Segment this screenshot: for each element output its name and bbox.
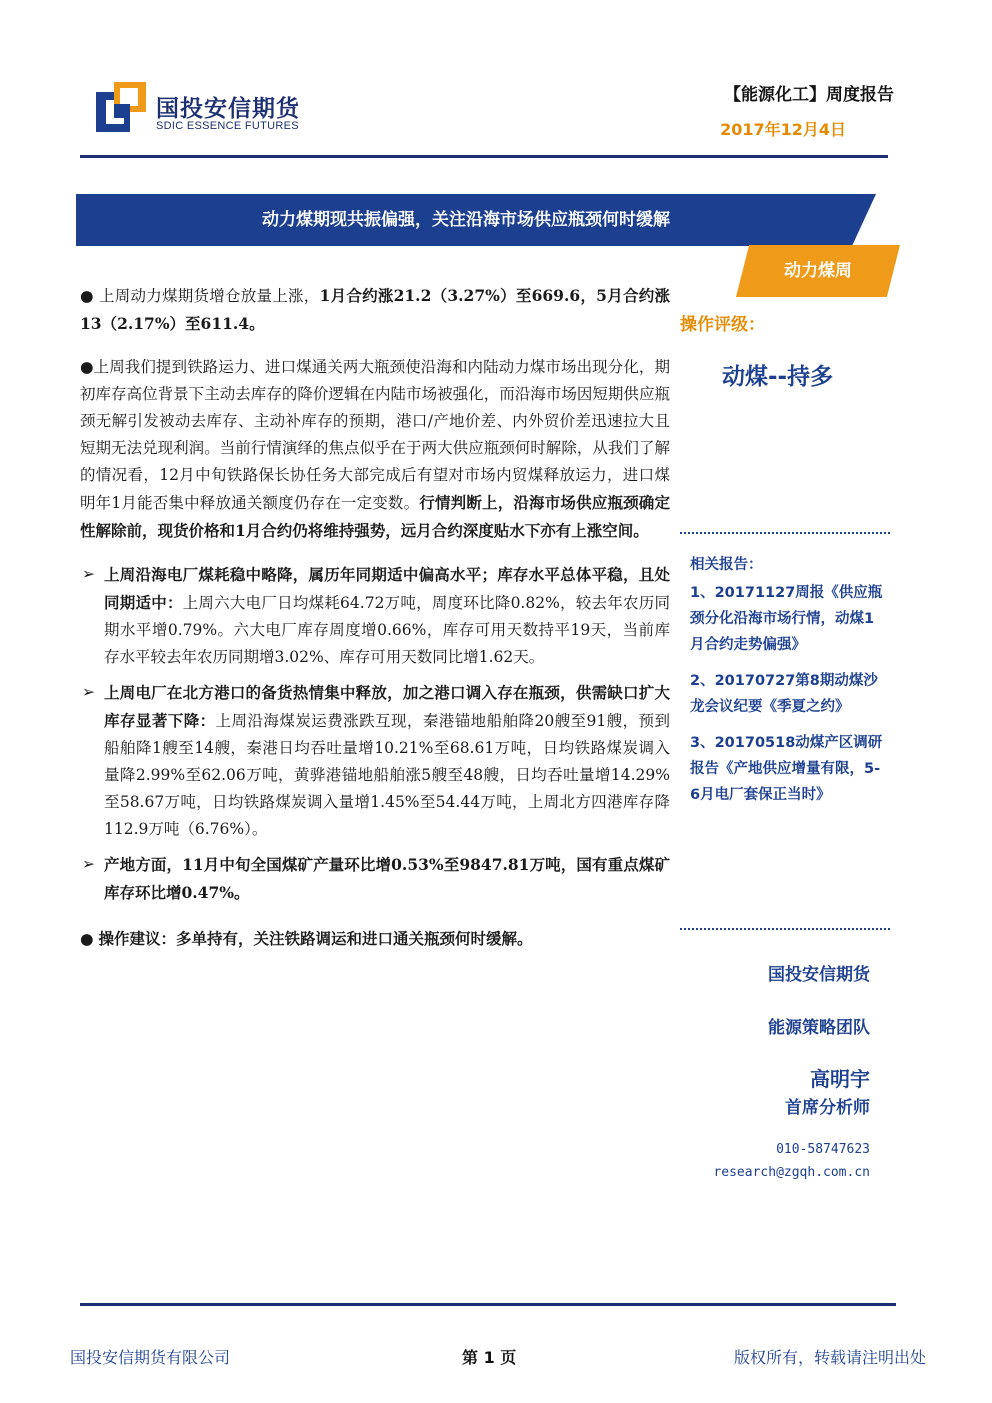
list-item-heading: 上周电厂在北方港口的备货热情集中释放，加之港口调入存在瓶颈，供需缺口扩大库存显著下降： (104, 683, 670, 730)
summary-paragraph (80, 282, 670, 338)
analyst-name: 高明宇 (810, 1067, 870, 1091)
recommendation-paragraph (80, 925, 670, 953)
footer-divider (80, 1303, 896, 1306)
summary-text: 上周动力煤期货增仓放量上涨， (98, 287, 320, 305)
list-item-text: 上周沿海煤炭运费涨跌互现，秦港锚地船舶降20艘至91艘，预到船舶降1艘至14艘，秦港日均吞吐量增10.21%至68.61万吨，日均铁路煤炭调入量降2.99%至62.06万吨，黄骅港锚地船舶涨5艘至48艘，日均吞吐量增14.29%至58.67万吨，日均铁路煤炭调入量增1.45%至54.44万吨，上周北方四港库存降112.9万吨（6.76%）。 (104, 712, 670, 838)
arrow-bullet-icon: ➢ (82, 565, 95, 583)
footer-copyright: 版权所有，转载请注明出处 (733, 1348, 926, 1367)
recommendation-text: 操作建议：多单持有，关注铁路调运和进口通关瓶颈何时缓解。 (98, 929, 533, 948)
list-item-heading: 上周沿海电厂煤耗稳中略降，属历年同期适中偏高水平；库存水平总体平稳，且处同期适中： (104, 565, 670, 612)
analysis-text: 上周我们提到铁路运力、进口煤通关两大瓶颈使沿海和内陆动力煤市场出现分化，期初库存高位背景下主动去库存的降价逻辑在内陆市场被强化，而沿海市场因短期供应瓶颈无解引发被动去库存、主动补库存的预期，港口/产地价差、内外贸价差迅速拉大且短期无法兑现利润。当前行情演绎的焦点似乎在于两大供应瓶颈何时解除，从我们了解的情况看，12月中旬铁路保长协任务大部完成后有望对市场内贸煤释放运力，进口煤明年1月能否集中释放通关额度仍存在一定变数。 (80, 358, 670, 512)
analysis-paragraph (80, 354, 670, 545)
category-tab-label: 动力煤周 (784, 261, 852, 281)
bullet-dot-icon: ● (80, 358, 94, 376)
sidebar-divider (680, 532, 890, 534)
summary-highlight: 1月合约涨21.2（3.27%）至669.6，5月合约涨13（2.17%）至611.4。 (80, 286, 670, 333)
rating-value: 动煤--持多 (722, 364, 834, 390)
company-logo-icon (96, 82, 146, 132)
related-report-link[interactable]: 2、20170727第8期动煤沙龙会议纪要《季夏之约》 (690, 673, 878, 715)
analyst-title: 首席分析师 (785, 1098, 870, 1118)
bullet-dot-icon: ● (80, 287, 94, 305)
contact-company: 国投安信期货 (768, 965, 870, 985)
report-type: 【能源化工】周度报告 (724, 85, 894, 105)
footer-company: 国投安信期货有限公司 (70, 1348, 231, 1367)
rating-label: 操作评级： (680, 315, 765, 335)
contact-email-link[interactable]: research@zgqh.com.cn (713, 1165, 870, 1180)
list-item-heading: 产地方面，11月中旬全国煤矿产量环比增0.53%至9847.81万吨，国有重点煤矿库存环比增0.47%。 (104, 855, 670, 902)
report-date: 2017年12月4日 (720, 120, 846, 139)
list-item-text: 上周六大电厂日均煤耗64.72万吨，周度环比降0.82%，较去年农历同期水平增0.79%。六大电厂库存周度增0.66%，库存可用天数持平19天，当前库存水平较去年农历同期增3.02%、库存可用天数同比增1.62天。 (104, 594, 670, 666)
list-item (80, 561, 670, 671)
related-report-link[interactable]: 3、20170518动煤产区调研报告《产地供应增量有限，5-6月电厂套保正当时》 (690, 735, 883, 803)
logo-company-name-en: SDIC ESSENCE FUTURES (156, 120, 299, 132)
sidebar-divider (680, 928, 890, 930)
report-title: 动力煤期现共振偏强，关注沿海市场供应瓶颈何时缓解 (262, 210, 670, 230)
related-reports-heading: 相关报告： (690, 557, 763, 573)
list-item (80, 851, 670, 907)
related-report-link[interactable]: 1、20171127周报《供应瓶颈分化沿海市场行情，动煤1月合约走势偏强》 (690, 585, 883, 653)
bullet-dot-icon: ● (80, 930, 94, 948)
main-content (80, 282, 670, 969)
logo-company-name: 国投安信期货 (156, 96, 300, 122)
related-reports (690, 552, 886, 818)
page-number: 第 1 页 (462, 1348, 517, 1367)
header-divider (80, 155, 888, 158)
list-item (80, 679, 670, 843)
arrow-bullet-icon: ➢ (82, 855, 95, 873)
arrow-bullet-icon: ➢ (82, 683, 95, 701)
analysis-conclusion: 行情判断上，沿海市场供应瓶颈确定性解除前，现货价格和1月合约仍将维持强势，远月合约深度贴水下亦有上涨空间。 (80, 493, 670, 540)
contact-phone: 010-58747623 (776, 1142, 870, 1157)
contact-team: 能源策略团队 (768, 1018, 870, 1038)
